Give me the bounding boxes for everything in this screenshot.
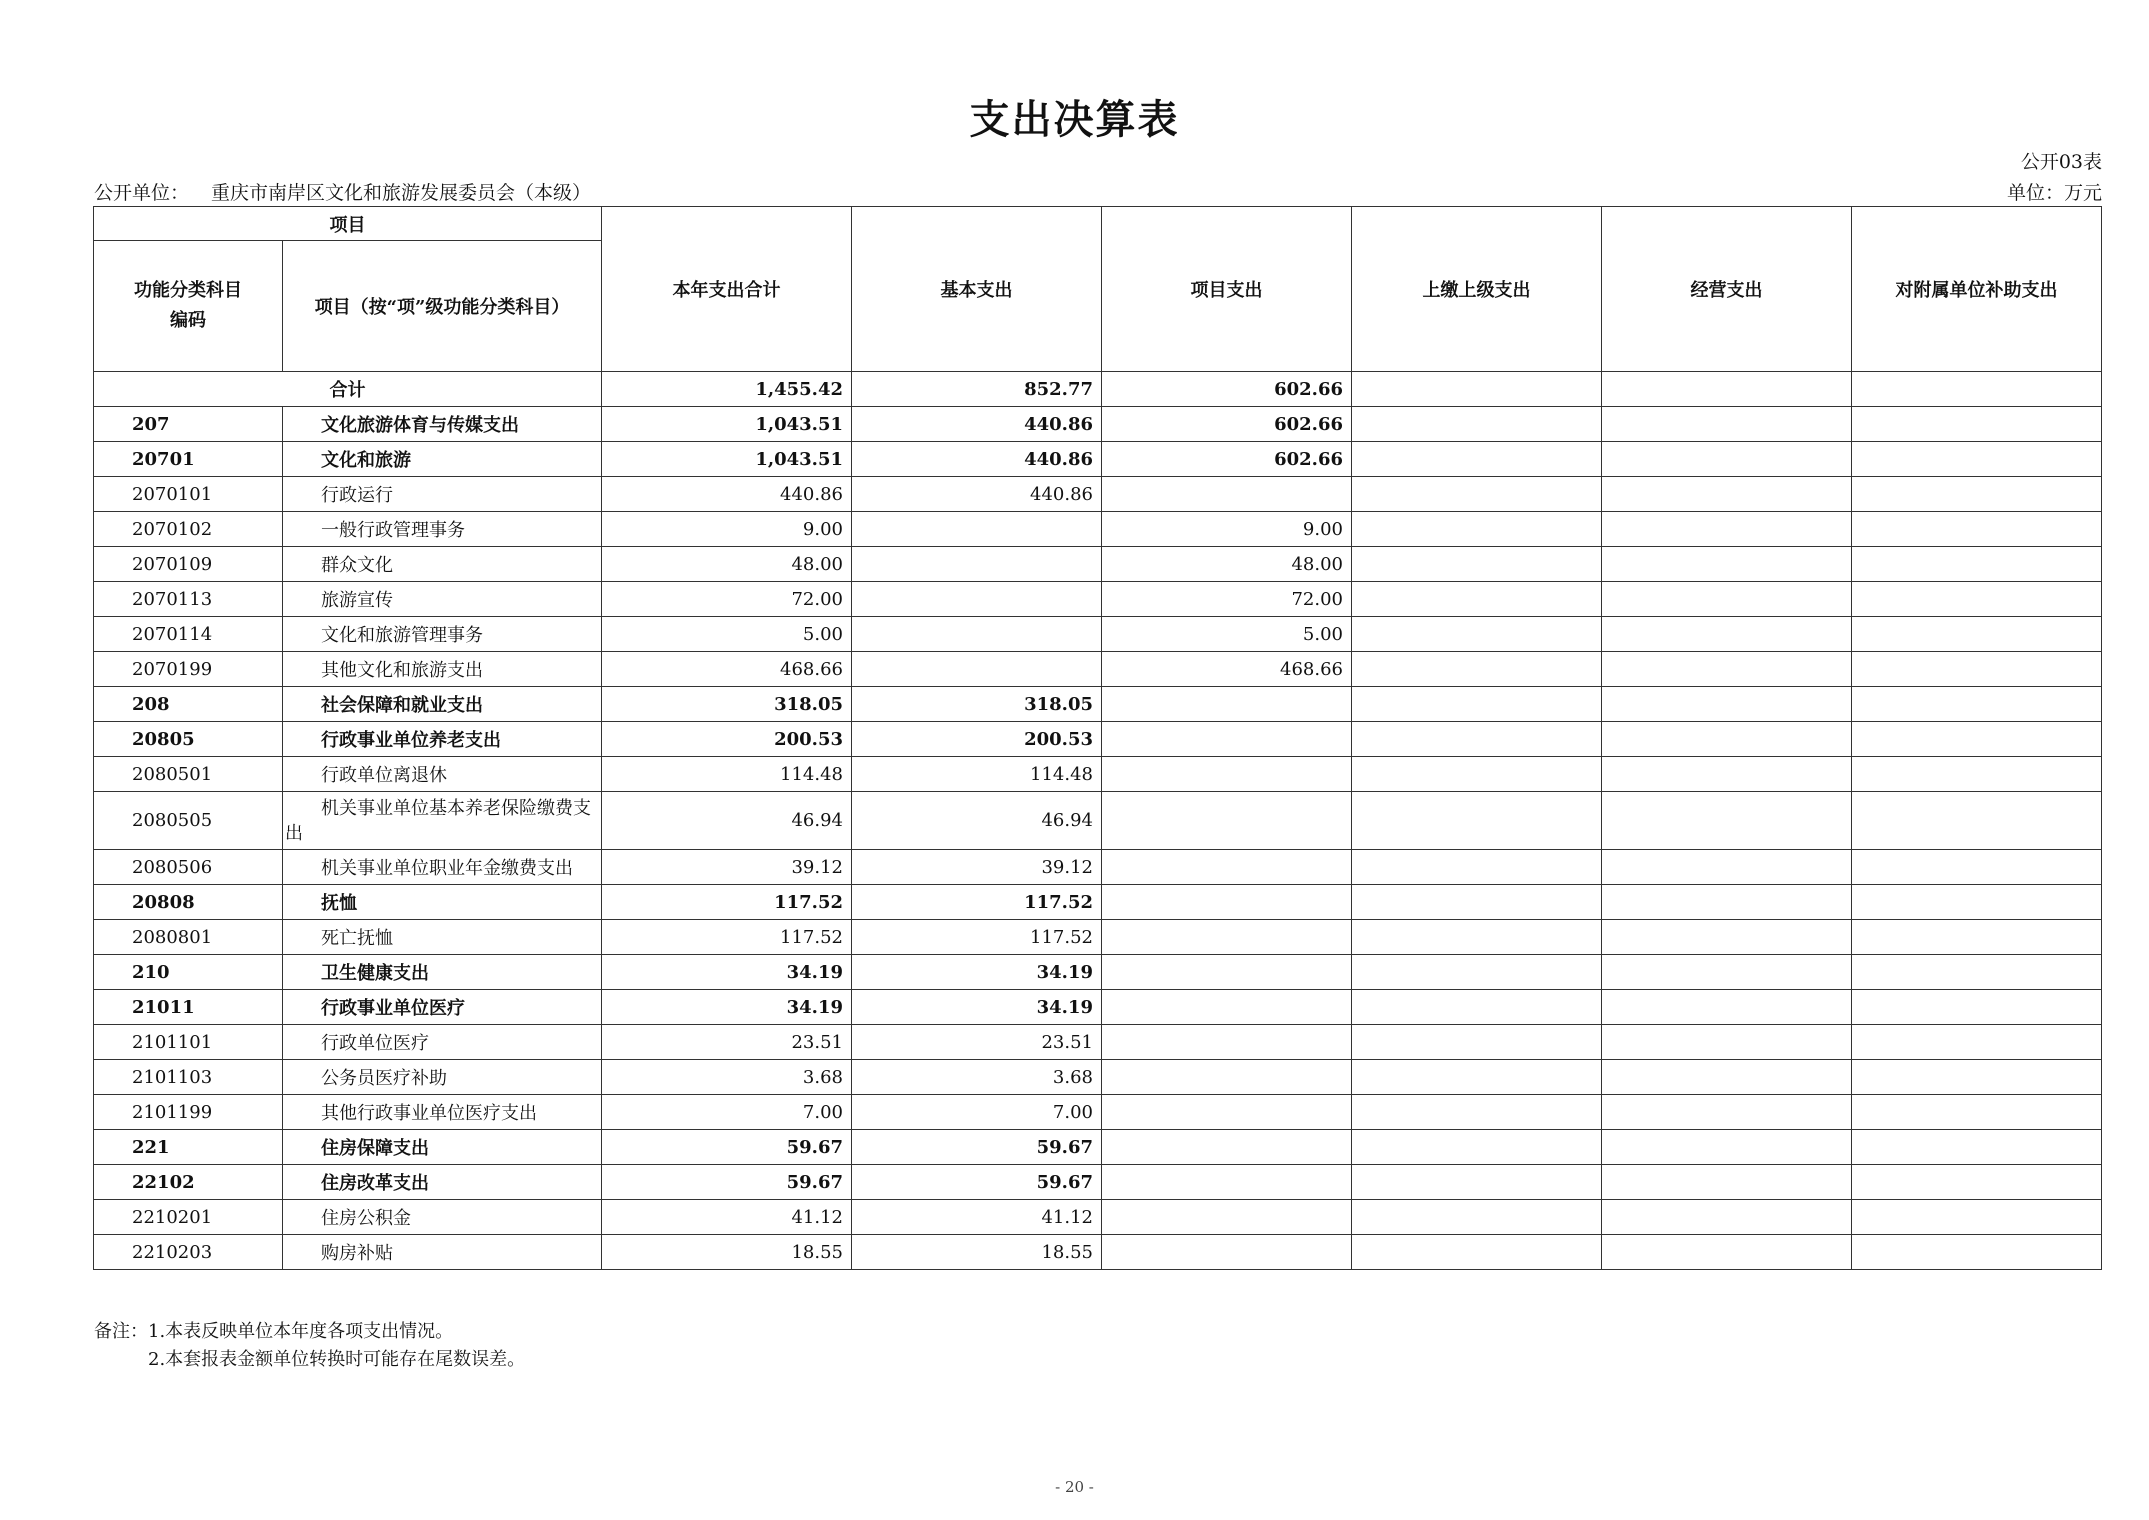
name-cell: 行政单位医疗 <box>283 1025 602 1060</box>
name-cell: 其他行政事业单位医疗支出 <box>283 1095 602 1130</box>
project-cell <box>1102 1095 1352 1130</box>
upper-cell <box>1352 722 1602 757</box>
project-cell <box>1102 792 1352 850</box>
upper-cell <box>1352 1130 1602 1165</box>
name-cell: 住房改革支出 <box>283 1165 602 1200</box>
table-row <box>94 1095 2102 1130</box>
table-row <box>94 1060 2102 1095</box>
total-cell: 18.55 <box>602 1235 852 1270</box>
subsidy-cell <box>1852 372 2102 407</box>
code-cell: 20805 <box>94 722 283 757</box>
basic-cell: 114.48 <box>852 757 1102 792</box>
business-cell <box>1602 477 1852 512</box>
name-cell: 机关事业单位职业年金缴费支出 <box>283 850 602 885</box>
code-cell: 2070114 <box>94 617 283 652</box>
business-cell <box>1602 1025 1852 1060</box>
project-cell <box>1102 1025 1352 1060</box>
basic-cell: 23.51 <box>852 1025 1102 1060</box>
table-row <box>94 512 2102 547</box>
total-cell: 41.12 <box>602 1200 852 1235</box>
name-cell: 行政运行 <box>283 477 602 512</box>
subsidy-cell <box>1852 687 2102 722</box>
reporting-unit <box>94 178 591 205</box>
upper-cell <box>1352 547 1602 582</box>
subsidy-cell <box>1852 1095 2102 1130</box>
total-cell: 23.51 <box>602 1025 852 1060</box>
subsidy-cell <box>1852 1235 2102 1270</box>
form-number: 公开03表 <box>2020 151 2102 173</box>
business-cell <box>1602 955 1852 990</box>
total-cell: 5.00 <box>602 617 852 652</box>
code-cell: 2070101 <box>94 477 283 512</box>
code-cell: 2210201 <box>94 1200 283 1235</box>
name-cell: 卫生健康支出 <box>283 955 602 990</box>
name-cell: 行政事业单位医疗 <box>283 990 602 1025</box>
total-cell: 3.68 <box>602 1060 852 1095</box>
code-cell: 20701 <box>94 442 283 477</box>
code-cell: 221 <box>94 1130 283 1165</box>
upper-cell <box>1352 1095 1602 1130</box>
name-cell: 行政事业单位养老支出 <box>283 722 602 757</box>
business-cell <box>1602 990 1852 1025</box>
project-cell: 5.00 <box>1102 617 1352 652</box>
basic-cell: 852.77 <box>852 372 1102 407</box>
project-cell <box>1102 920 1352 955</box>
basic-cell: 117.52 <box>852 920 1102 955</box>
business-cell <box>1602 850 1852 885</box>
header-code: 功能分类科目编码 <box>94 241 283 372</box>
total-cell: 39.12 <box>602 850 852 885</box>
header-project-exp: 项目支出 <box>1102 207 1352 372</box>
project-cell <box>1102 1165 1352 1200</box>
business-cell <box>1602 512 1852 547</box>
basic-cell: 34.19 <box>852 990 1102 1025</box>
table-row <box>94 1235 2102 1270</box>
business-cell <box>1602 1095 1852 1130</box>
basic-cell: 117.52 <box>852 885 1102 920</box>
code-cell: 210 <box>94 955 283 990</box>
upper-cell <box>1352 1025 1602 1060</box>
code-cell: 208 <box>94 687 283 722</box>
subsidy-cell <box>1852 955 2102 990</box>
name-cell: 一般行政管理事务 <box>283 512 602 547</box>
subsidy-cell <box>1852 477 2102 512</box>
total-cell: 7.00 <box>602 1095 852 1130</box>
header-basic: 基本支出 <box>852 207 1102 372</box>
name-cell: 住房保障支出 <box>283 1130 602 1165</box>
upper-cell <box>1352 687 1602 722</box>
subsidy-cell <box>1852 442 2102 477</box>
total-cell: 34.19 <box>602 990 852 1025</box>
upper-cell <box>1352 617 1602 652</box>
notes <box>94 1318 525 1374</box>
code-cell: 20808 <box>94 885 283 920</box>
code-cell: 2080501 <box>94 757 283 792</box>
code-cell: 22102 <box>94 1165 283 1200</box>
basic-cell: 440.86 <box>852 442 1102 477</box>
subsidy-cell <box>1852 1165 2102 1200</box>
total-cell: 72.00 <box>602 582 852 617</box>
upper-cell <box>1352 850 1602 885</box>
total-cell: 117.52 <box>602 920 852 955</box>
subsidy-cell <box>1852 885 2102 920</box>
project-cell: 9.00 <box>1102 512 1352 547</box>
table-row <box>94 1165 2102 1200</box>
code-cell: 2101199 <box>94 1095 283 1130</box>
code-cell: 2070109 <box>94 547 283 582</box>
table-row <box>94 1025 2102 1060</box>
upper-cell <box>1352 512 1602 547</box>
upper-cell <box>1352 955 1602 990</box>
upper-cell <box>1352 885 1602 920</box>
total-cell: 200.53 <box>602 722 852 757</box>
code-cell: 21011 <box>94 990 283 1025</box>
project-cell <box>1102 477 1352 512</box>
subsidy-cell <box>1852 652 2102 687</box>
header-upper: 上缴上级支出 <box>1352 207 1602 372</box>
page-title: 支出决算表 <box>969 96 1180 143</box>
basic-cell: 34.19 <box>852 955 1102 990</box>
project-cell <box>1102 1060 1352 1095</box>
basic-cell: 18.55 <box>852 1235 1102 1270</box>
upper-cell <box>1352 582 1602 617</box>
table-row <box>94 850 2102 885</box>
basic-cell: 318.05 <box>852 687 1102 722</box>
basic-cell: 41.12 <box>852 1200 1102 1235</box>
code-cell: 2080506 <box>94 850 283 885</box>
subsidy-cell <box>1852 1060 2102 1095</box>
basic-cell: 200.53 <box>852 722 1102 757</box>
name-cell: 文化和旅游管理事务 <box>283 617 602 652</box>
page-number: - 20 - <box>1055 1478 1094 1496</box>
upper-cell <box>1352 652 1602 687</box>
upper-cell <box>1352 1200 1602 1235</box>
name-cell: 旅游宣传 <box>283 582 602 617</box>
table-row <box>94 617 2102 652</box>
table-row <box>94 757 2102 792</box>
project-cell <box>1102 757 1352 792</box>
business-cell <box>1602 687 1852 722</box>
subsidy-cell <box>1852 722 2102 757</box>
name-cell: 文化旅游体育与传媒支出 <box>283 407 602 442</box>
name-cell: 群众文化 <box>283 547 602 582</box>
project-cell: 48.00 <box>1102 547 1352 582</box>
business-cell <box>1602 582 1852 617</box>
total-cell: 114.48 <box>602 757 852 792</box>
project-cell <box>1102 722 1352 757</box>
name-cell: 行政单位离退休 <box>283 757 602 792</box>
project-cell: 602.66 <box>1102 372 1352 407</box>
table-row <box>94 990 2102 1025</box>
business-cell <box>1602 920 1852 955</box>
total-cell: 1,043.51 <box>602 442 852 477</box>
name-cell: 社会保障和就业支出 <box>283 687 602 722</box>
total-cell: 1,455.42 <box>602 372 852 407</box>
business-cell <box>1602 442 1852 477</box>
project-cell: 468.66 <box>1102 652 1352 687</box>
basic-cell <box>852 652 1102 687</box>
header-total: 本年支出合计 <box>602 207 852 372</box>
total-cell: 468.66 <box>602 652 852 687</box>
project-cell <box>1102 1130 1352 1165</box>
subsidy-cell <box>1852 990 2102 1025</box>
basic-cell: 440.86 <box>852 477 1102 512</box>
name-cell: 其他文化和旅游支出 <box>283 652 602 687</box>
upper-cell <box>1352 477 1602 512</box>
reporting-unit-org: 重庆市南岸区文化和旅游发展委员会（本级） <box>211 182 592 204</box>
total-cell: 48.00 <box>602 547 852 582</box>
table-row <box>94 885 2102 920</box>
business-cell <box>1602 617 1852 652</box>
basic-cell: 7.00 <box>852 1095 1102 1130</box>
code-cell: 2080801 <box>94 920 283 955</box>
subsidy-cell <box>1852 920 2102 955</box>
code-cell: 2101103 <box>94 1060 283 1095</box>
name-cell: 购房补贴 <box>283 1235 602 1270</box>
header-name: 项目（按“项”级功能分类科目） <box>283 241 602 372</box>
upper-cell <box>1352 1060 1602 1095</box>
subsidy-cell <box>1852 792 2102 850</box>
header-project: 项目 <box>94 207 602 241</box>
note-line-2: 2.本套报表金额单位转换时可能存在尾数误差。 <box>148 1349 526 1370</box>
subsidy-cell <box>1852 1130 2102 1165</box>
business-cell <box>1602 722 1852 757</box>
total-cell: 440.86 <box>602 477 852 512</box>
note-line-1: 备注：1.本表反映单位本年度各项支出情况。 <box>94 1321 454 1342</box>
name-cell: 文化和旅游 <box>283 442 602 477</box>
total-cell: 117.52 <box>602 885 852 920</box>
table-row <box>94 582 2102 617</box>
project-cell <box>1102 885 1352 920</box>
business-cell <box>1602 547 1852 582</box>
upper-cell <box>1352 1235 1602 1270</box>
total-cell: 1,043.51 <box>602 407 852 442</box>
total-cell: 34.19 <box>602 955 852 990</box>
subsidy-cell <box>1852 1200 2102 1235</box>
table-row <box>94 920 2102 955</box>
upper-cell <box>1352 372 1602 407</box>
subsidy-cell <box>1852 757 2102 792</box>
business-cell <box>1602 757 1852 792</box>
code-cell: 207 <box>94 407 283 442</box>
code-cell: 2080505 <box>94 792 283 850</box>
name-cell: 死亡抚恤 <box>283 920 602 955</box>
upper-cell <box>1352 757 1602 792</box>
table-row <box>94 1200 2102 1235</box>
total-row <box>94 372 2102 407</box>
subsidy-cell <box>1852 547 2102 582</box>
name-cell: 公务员医疗补助 <box>283 1060 602 1095</box>
business-cell <box>1602 407 1852 442</box>
upper-cell <box>1352 920 1602 955</box>
upper-cell <box>1352 407 1602 442</box>
header-business: 经营支出 <box>1602 207 1852 372</box>
table-row <box>94 652 2102 687</box>
name-cell: 机关事业单位基本养老保险缴费支出 <box>283 792 602 850</box>
name-cell: 抚恤 <box>283 885 602 920</box>
table-row <box>94 792 2102 850</box>
business-cell <box>1602 1130 1852 1165</box>
basic-cell <box>852 582 1102 617</box>
table-row <box>94 955 2102 990</box>
total-cell: 9.00 <box>602 512 852 547</box>
table-row <box>94 722 2102 757</box>
total-cell: 318.05 <box>602 687 852 722</box>
table-row <box>94 407 2102 442</box>
subsidy-cell <box>1852 617 2102 652</box>
name-cell: 住房公积金 <box>283 1200 602 1235</box>
total-cell: 59.67 <box>602 1165 852 1200</box>
code-cell: 2101101 <box>94 1025 283 1060</box>
basic-cell: 3.68 <box>852 1060 1102 1095</box>
basic-cell: 59.67 <box>852 1165 1102 1200</box>
upper-cell <box>1352 442 1602 477</box>
project-cell: 602.66 <box>1102 442 1352 477</box>
code-cell: 2070199 <box>94 652 283 687</box>
reporting-unit-label: 公开单位： <box>94 182 190 204</box>
basic-cell: 39.12 <box>852 850 1102 885</box>
project-cell <box>1102 687 1352 722</box>
basic-cell <box>852 512 1102 547</box>
total-cell: 59.67 <box>602 1130 852 1165</box>
business-cell <box>1602 652 1852 687</box>
table-row <box>94 477 2102 512</box>
expenditure-table <box>93 206 2102 1270</box>
business-cell <box>1602 885 1852 920</box>
business-cell <box>1602 372 1852 407</box>
upper-cell <box>1352 990 1602 1025</box>
header-subsidy: 对附属单位补助支出 <box>1852 207 2102 372</box>
code-cell: 2070113 <box>94 582 283 617</box>
project-cell: 72.00 <box>1102 582 1352 617</box>
table-row <box>94 687 2102 722</box>
table-row <box>94 442 2102 477</box>
project-cell <box>1102 1200 1352 1235</box>
project-cell: 602.66 <box>1102 407 1352 442</box>
business-cell <box>1602 1165 1852 1200</box>
subsidy-cell <box>1852 512 2102 547</box>
project-cell <box>1102 990 1352 1025</box>
total-label: 合计 <box>94 372 602 407</box>
code-cell: 2070102 <box>94 512 283 547</box>
upper-cell <box>1352 1165 1602 1200</box>
project-cell <box>1102 850 1352 885</box>
project-cell <box>1102 955 1352 990</box>
table-row <box>94 1130 2102 1165</box>
business-cell <box>1602 792 1852 850</box>
business-cell <box>1602 1235 1852 1270</box>
basic-cell <box>852 617 1102 652</box>
code-cell: 2210203 <box>94 1235 283 1270</box>
basic-cell: 440.86 <box>852 407 1102 442</box>
project-cell <box>1102 1235 1352 1270</box>
subsidy-cell <box>1852 582 2102 617</box>
basic-cell: 59.67 <box>852 1130 1102 1165</box>
total-cell: 46.94 <box>602 792 852 850</box>
business-cell <box>1602 1200 1852 1235</box>
business-cell <box>1602 1060 1852 1095</box>
subsidy-cell <box>1852 407 2102 442</box>
basic-cell <box>852 547 1102 582</box>
table-row <box>94 547 2102 582</box>
currency-unit: 单位：万元 <box>2006 182 2102 204</box>
upper-cell <box>1352 792 1602 850</box>
basic-cell: 46.94 <box>852 792 1102 850</box>
subsidy-cell <box>1852 1025 2102 1060</box>
subsidy-cell <box>1852 850 2102 885</box>
